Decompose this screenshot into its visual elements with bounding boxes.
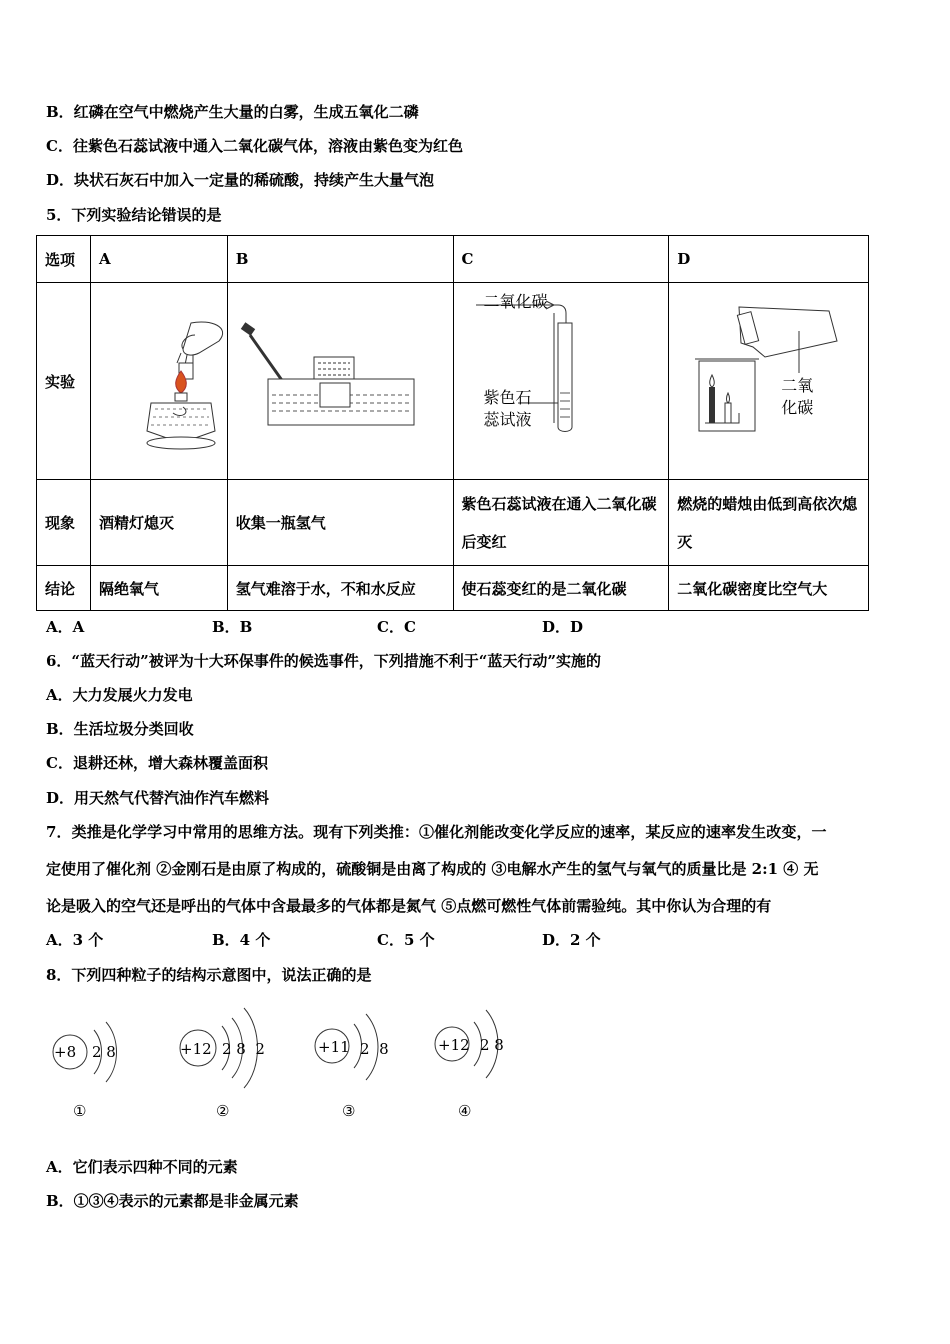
header-cell: C — [453, 236, 669, 283]
co2-label-1: 二氧 — [781, 376, 814, 395]
phenomenon-cell: 酒精灯熄灭 — [90, 480, 227, 566]
particle-3-label: ③ — [342, 1102, 356, 1120]
particle-2-electrons: 2 8 2 — [222, 1040, 265, 1058]
figure-a-alcohol-lamp — [90, 283, 227, 480]
particle-4-label: ④ — [458, 1102, 472, 1120]
q5-option-c: C．C — [377, 618, 416, 636]
q5-option-a: A．A — [46, 618, 85, 636]
header-cell: A — [90, 236, 227, 283]
q7-option-d: D．2 个 — [542, 931, 601, 949]
phenomenon-cell: 燃烧的蜡烛由低到高依次熄灭 — [669, 480, 869, 566]
option-d-limestone: D．块状石灰石中加入一定量的稀硫酸，持续产生大量气泡 — [46, 171, 435, 189]
litmus-tube-figure — [454, 283, 670, 478]
table-row-conclusion — [37, 566, 869, 611]
particle-3-electrons: 2 8 — [360, 1040, 389, 1058]
q5-stem: 5．下列实验结论错误的是 — [46, 206, 222, 224]
q8-option-b: B．①③④表示的元素都是非金属元素 — [46, 1192, 299, 1210]
header-cell: 选项 — [37, 236, 91, 283]
q7-stem-line1: 7．类推是化学学习中常用的思维方法。现有下列类推：①催化剂能改变化学反应的速率，某反应的速率发生改变，一 — [46, 823, 827, 841]
figure-d-candles-co2 — [669, 283, 869, 480]
figure-c-litmus-tube — [453, 283, 669, 480]
header-cell: B — [227, 236, 453, 283]
table-row-experiment — [37, 283, 869, 480]
row-label: 结论 — [37, 566, 91, 611]
gas-collection-figure — [228, 283, 454, 478]
alcohol-lamp-figure — [91, 283, 228, 478]
particle-1-nucleus: +8 — [54, 1043, 77, 1061]
phenomenon-cell: 紫色石蕊试液在通入二氧化碳后变红 — [453, 480, 669, 566]
phenomenon-cell: 收集一瓶氢气 — [227, 480, 453, 566]
table-header-row — [37, 236, 869, 283]
q5-option-d: D．D — [542, 618, 584, 636]
atom-structure-diagrams — [40, 1000, 600, 1130]
q8-option-a: A．它们表示四种不同的元素 — [46, 1158, 238, 1176]
q7-option-b: B．4 个 — [212, 931, 271, 949]
co2-label: 二氧化碳 — [483, 292, 548, 311]
q8-stem: 8．下列四种粒子的结构示意图中，说法正确的是 — [46, 966, 372, 984]
q7-option-a: A．3 个 — [46, 931, 104, 949]
particle-1-label: ① — [73, 1102, 87, 1120]
q6-option-b: B．生活垃圾分类回收 — [46, 720, 194, 738]
conclusion-cell: 隔绝氧气 — [90, 566, 227, 611]
row-label: 现象 — [37, 480, 91, 566]
table-row-phenomenon — [37, 480, 869, 566]
particle-4-nucleus: +12 — [438, 1036, 470, 1054]
header-cell: D — [669, 236, 869, 283]
particle-2-label: ② — [216, 1102, 230, 1120]
q6-option-a: A．大力发展火力发电 — [46, 686, 193, 704]
conclusion-cell: 氢气难溶于水，不和水反应 — [227, 566, 453, 611]
conclusion-cell: 使石蕊变红的是二氧化碳 — [453, 566, 669, 611]
q6-option-d: D．用天然气代替汽油作汽车燃料 — [46, 789, 270, 807]
particle-3-nucleus: +11 — [318, 1038, 350, 1056]
candle-beaker-figure — [669, 283, 869, 478]
co2-label-2: 化碳 — [781, 398, 814, 417]
litmus-label-1: 紫色石 — [483, 388, 532, 407]
particle-2-nucleus: +12 — [180, 1040, 212, 1058]
particle-1-electrons: 2 8 — [92, 1043, 116, 1061]
option-c-litmus: C．往紫色石蕊试液中通入二氧化碳气体，溶液由紫色变为红色 — [46, 137, 463, 155]
litmus-label-2: 蕊试液 — [483, 410, 532, 429]
row-label: 实验 — [37, 283, 91, 480]
q5-experiment-table — [36, 235, 869, 611]
particle-4-electrons: 2 8 — [480, 1036, 504, 1054]
q6-option-c: C．退耕还林，增大森林覆盖面积 — [46, 754, 268, 772]
figure-b-hydrogen-collection — [227, 283, 453, 480]
option-b-red-phosphorus: B．红磷在空气中燃烧产生大量的白雾，生成五氧化二磷 — [46, 103, 419, 121]
q7-stem-line2: 定使用了催化剂 ②金刚石是由原了构成的，硫酸铜是由离了构成的 ③电解水产生的氢气与氧气的质量比是 2:1 ④ 无 — [46, 860, 819, 878]
q7-stem-line3: 论是吸入的空气还是呼出的气体中含最最多的气体都是氮气 ⑤点燃可燃性气体前需验纯。其中你认为合理的有 — [46, 897, 772, 915]
q6-stem: 6．“蓝天行动”被评为十大环保事件的候选事件，下列措施不利于“蓝天行动”实施的 — [46, 652, 601, 670]
conclusion-cell: 二氧化碳密度比空气大 — [669, 566, 869, 611]
q7-option-c: C．5 个 — [377, 931, 435, 949]
q5-option-b: B．B — [212, 618, 253, 636]
